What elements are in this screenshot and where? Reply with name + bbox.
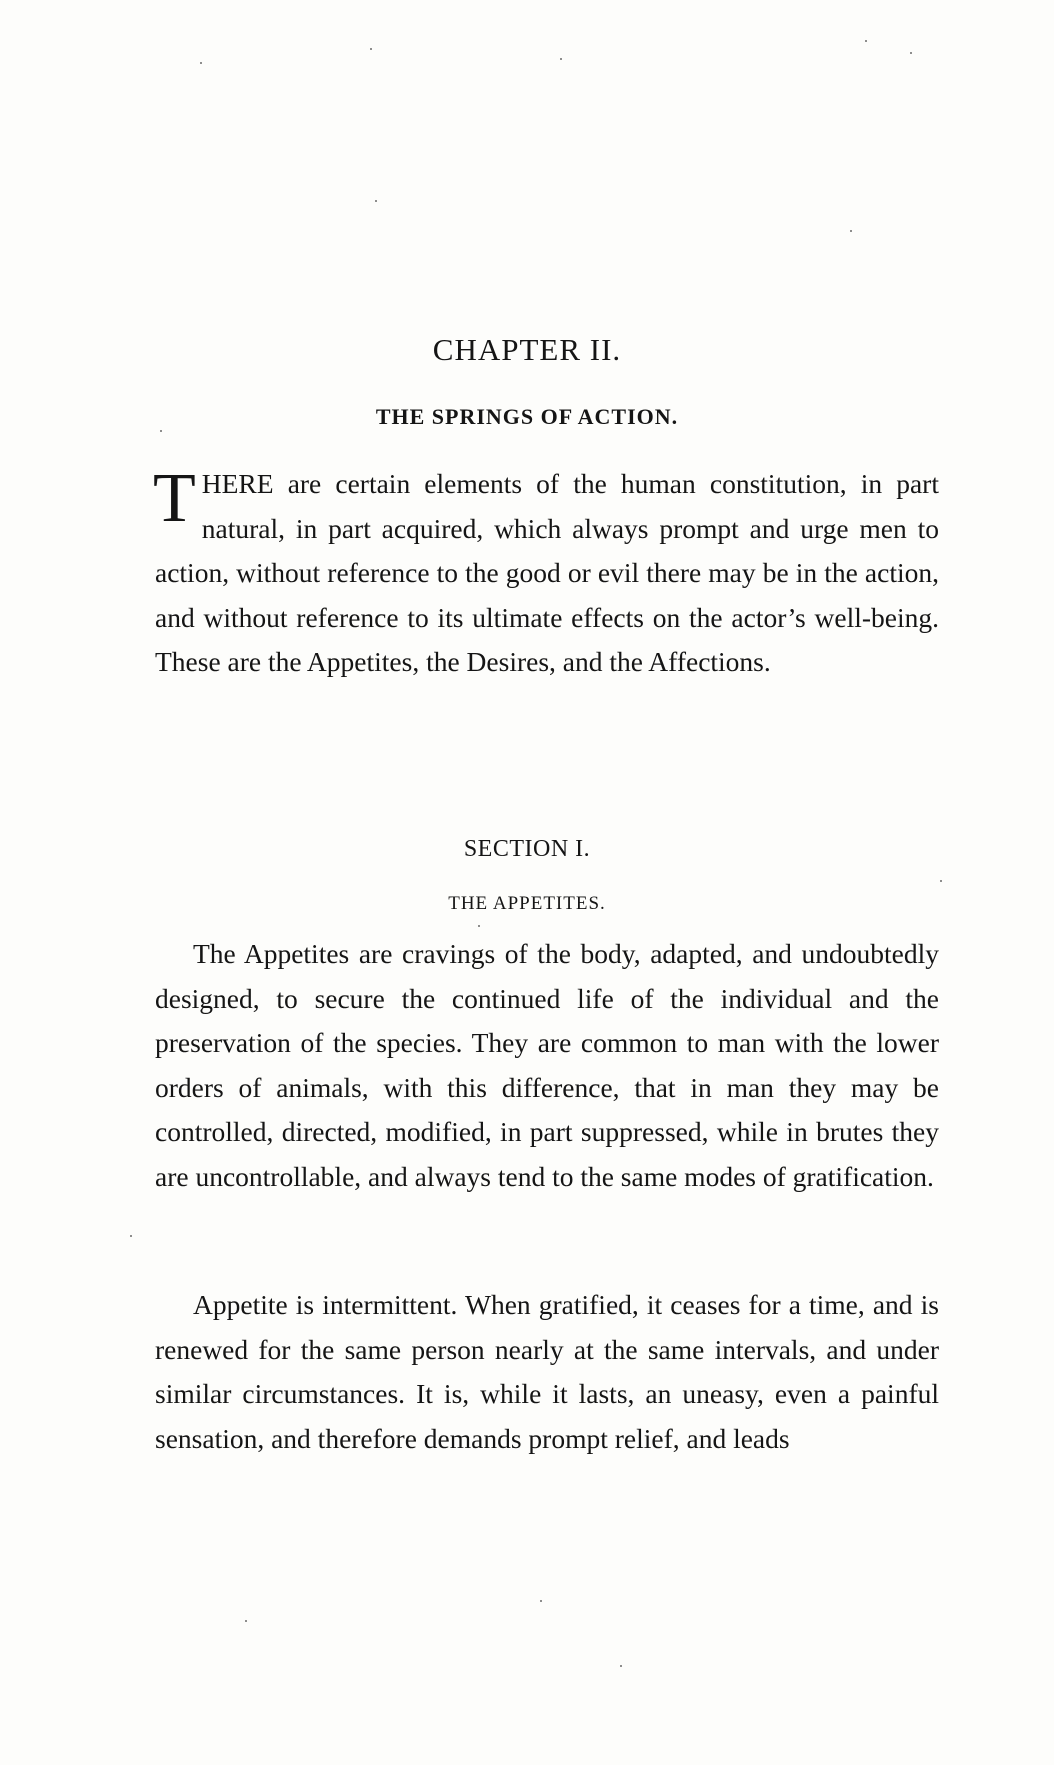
scan-speck <box>478 925 480 927</box>
scan-speck <box>865 40 867 42</box>
scan-speck <box>910 52 912 54</box>
intro-text: are certain elements of the human constitution, in part natural, in part acquired, which always prompt and urge men to action, without reference to the good or evil there may be in the action, and without reference to its ultimate effects on the actor’s well-being. These are the Appetites, the Desires, and the Affections. <box>155 468 939 677</box>
scan-speck <box>370 48 372 50</box>
section-subheading: THE APPETITES. <box>448 893 606 914</box>
scan-speck <box>560 58 562 60</box>
scan-speck <box>130 1235 132 1237</box>
scan-speck <box>375 200 377 202</box>
scan-speck <box>940 880 942 882</box>
intro-paragraph <box>155 462 939 685</box>
scan-speck <box>160 430 162 432</box>
chapter-title: CHAPTER II. <box>432 332 622 367</box>
drop-cap: T <box>153 460 196 537</box>
scan-speck <box>620 1665 622 1667</box>
section-heading: SECTION I. <box>463 836 591 862</box>
scan-speck <box>850 230 852 232</box>
scan-speck <box>200 62 202 64</box>
scan-speck <box>540 1600 542 1602</box>
scan-speck <box>245 1620 247 1622</box>
intro-caps-word: HERE <box>201 468 274 499</box>
intermittent-paragraph: Appetite is intermittent. When gratified, it ceases for a time, and is renewed for the same person nearly at the same intervals, and under similar circumstances. It is, while it lasts, an uneasy, even a painful sensation, and therefore demands prompt relief, and leads <box>155 1289 939 1454</box>
appetites-paragraph: The Appetites are cravings of the body, adapted, and undoubtedly designed, to secure the continued life of the individual and the preservation of the species. They are common to man with the lower orders of animals, with this difference, that in man they may be controlled, directed, modified, in part suppressed, while in brutes they are uncontrollable, and always tend to the same modes of gratification. <box>155 938 939 1192</box>
chapter-subtitle: THE SPRINGS OF ACTION. <box>375 404 679 429</box>
